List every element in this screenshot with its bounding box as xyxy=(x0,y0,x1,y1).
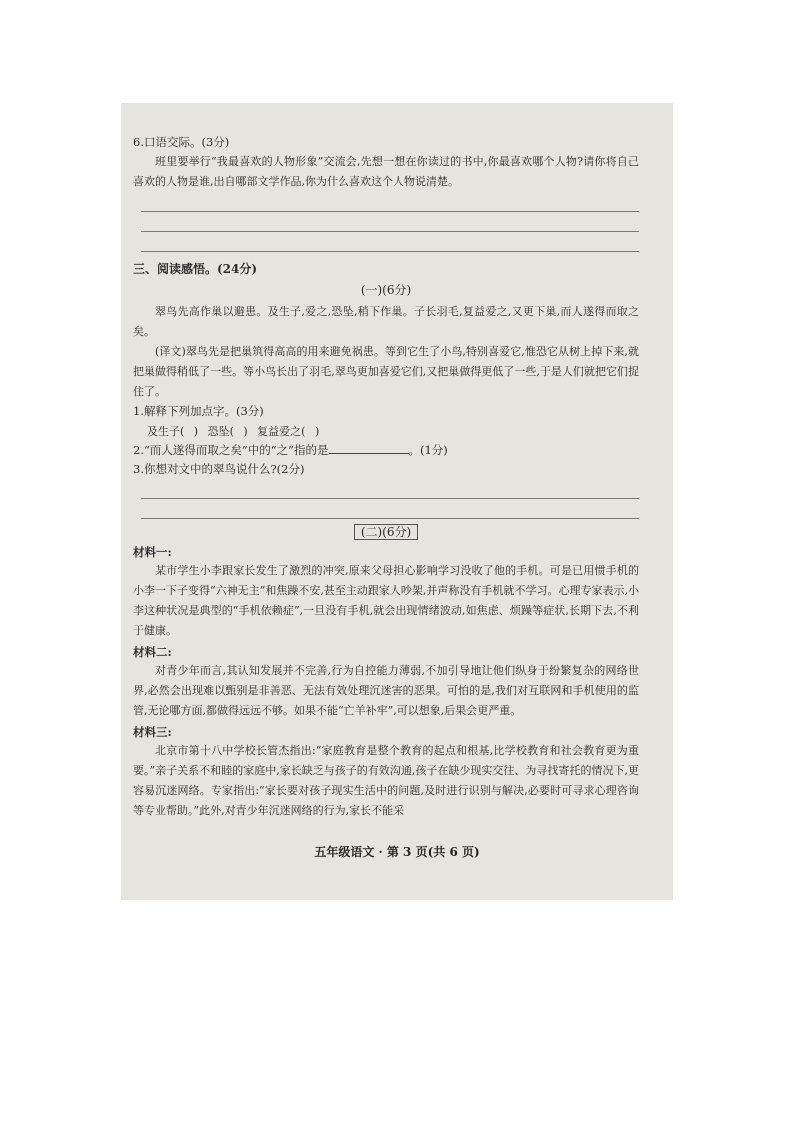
question-6-title: 6.口语交际。(3分) xyxy=(133,135,230,149)
answer-line-1[interactable] xyxy=(141,192,639,212)
answer-line-4[interactable] xyxy=(141,479,639,499)
material-3-label: 材料三: xyxy=(133,725,172,739)
part-2-title-wrap xyxy=(133,523,639,540)
part-1-question-2 xyxy=(133,441,639,460)
material-2-label: 材料二: xyxy=(133,645,172,659)
exam-page xyxy=(121,103,673,900)
question-6-prompt: 班里要举行“我最喜欢的人物形象”交流会,先想一想在你读过的书中,你最喜欢哪个人物?请你将自己喜欢的人物是谁,出自哪部文学作品,你为什么喜欢这个人物说清楚。 xyxy=(133,155,639,188)
part-1-title: (一)(6分) xyxy=(360,283,412,297)
section-3-title: 三、阅读感悟。(24分) xyxy=(133,262,258,276)
part-1-question-2-score: 。(1分) xyxy=(408,443,448,457)
part-1-question-2-blank[interactable] xyxy=(329,453,409,454)
material-3-text: 北京市第十八中学校长管杰指出:“家庭教育是整个教育的起点和根基,比学校教育和社会教育更为重要。”亲子关系不和睦的家庭中,家长缺乏与孩子的有效沟通,孩子在缺少现实交往、为寻找寄托的情况下,更容易沉迷网络。专家指出:“家长要对孩子现实生活中的问题,及时进行识别与解决,必要时可寻求心理咨询等专业帮助。”此外,对青少年沉迷网络的行为,家长不能采 xyxy=(133,744,639,817)
page-footer: 五年级语文 · 第 3 页(共 6 页) xyxy=(314,845,480,859)
material-2-text: 对青少年而言,其认知发展并不完善,行为自控能力薄弱,不加引导地让他们纵身于纷繁复杂的网络世界,必然会出现难以甄别是非善恶、无法有效处理沉迷害的恶果。可怕的是,我们对互联网和手机使用的监管,无论哪方面,都做得远远不够。如果不能“亡羊补牢”,可以想象,后果会更严重。 xyxy=(133,664,639,717)
part-2-title: (二)(6分) xyxy=(354,524,418,540)
part-1-question-3: 3.你想对文中的翠鸟说什么?(2分) xyxy=(133,462,305,476)
material-1-label: 材料一: xyxy=(133,545,172,559)
part-1-question-2-text: 2.“而人遂得而取之矣”中的“之”指的是 xyxy=(133,443,329,457)
answer-line-2[interactable] xyxy=(141,212,639,232)
part-1-classical-text: 翠鸟先高作巢以避患。及生子,爱之,恐坠,稍下作巢。子长羽毛,复益爱之,又更下巢,而人遂得而取之矣。 xyxy=(133,305,639,338)
part-1-question-1: 1.解释下列加点字。(3分) xyxy=(133,404,264,418)
answer-line-5[interactable] xyxy=(141,499,639,519)
answer-line-3[interactable] xyxy=(141,232,639,252)
part-1-question-1-terms: 及生子( ) 恐坠( ) 复益爱之( ) xyxy=(147,425,320,438)
part-1-translation: (译文)翠鸟先是把巢筑得高高的用来避免祸患。等到它生了小鸟,特别喜爱它,惟恐它从树上掉下来,就把巢做得稍低了一些。等小鸟长出了羽毛,翠鸟更加喜爱它们,又把巢做得更低了一些,于是人们就把它们捉住了。 xyxy=(133,345,639,398)
material-1-text: 某市学生小李跟家长发生了激烈的冲突,原来父母担心影响学习没收了他的手机。可是已用惯手机的小李一下子变得“六神无主”和焦躁不安,甚至主动跟家人吵架,并声称没有手机就不学习。心理专家表示,小李这种状况是典型的“手机依赖症”,一旦没有手机,就会出现情绪波动,如焦虑、烦躁等症状,长期下去,不利于健康。 xyxy=(133,564,639,637)
